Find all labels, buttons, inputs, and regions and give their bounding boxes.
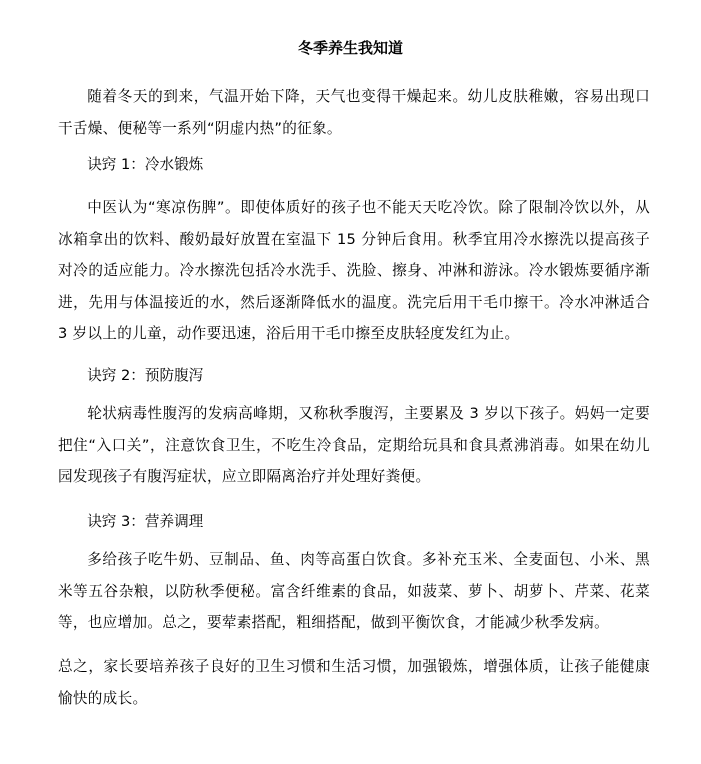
section-2-heading: 诀窍 2：预防腹泻 xyxy=(87,367,204,384)
section-1-heading: 诀窍 1：冷水锻炼 xyxy=(87,156,204,173)
section-1-body: 中医认为“寒凉伤脾”。即使体质好的孩子也不能天天吃冷饮。除了限制冷饮以外，从冰箱拿出的饮料、酸奶最好放置在室温下 15 分钟后食用。秋季宜用冷水擦洗以提高孩子对冷的适应能力。冷水擦洗包括冷水洗手、洗脸、擦身、冲淋和游泳。冷水锻炼要循序渐进，先用与体温接近的水，然后逐渐降低水的温度。洗完后用干毛巾擦干。冷水冲淋适合 3 岁以上的儿童，动作要迅速，浴后用干毛巾擦至皮肤轻度发红为止。 xyxy=(58,199,650,342)
section-2-body: 轮状病毒性腹泻的发病高峰期，又称秋季腹泻，主要累及 3 岁以下孩子。妈妈一定要把住“入口关”，注意饮食卫生，不吃生冷食品，定期给玩具和食具煮沸消毒。如果在幼儿园发现孩子有腹泻症状，应立即隔离治疗并处理好粪便。 xyxy=(58,405,650,485)
conclusion-paragraph: 总之，家长要培养孩子良好的卫生习惯和生活习惯，加强锻炼，增强体质，让孩子能健康愉快的成长。 xyxy=(58,658,650,707)
document-title: 冬季养生我知道 xyxy=(297,39,403,57)
section-3-heading: 诀窍 3：营养调理 xyxy=(87,513,204,530)
section-3-body: 多给孩子吃牛奶、豆制品、鱼、肉等高蛋白饮食。多补充玉米、全麦面包、小米、黑米等五谷杂粮，以防秋季便秘。富含纤维素的食品，如菠菜、萝卜、胡萝卜、芹菜、花菜等，也应增加。总之，要荤素搭配，粗细搭配，做到平衡饮食，才能减少秋季发病。 xyxy=(58,551,650,631)
intro-paragraph: 随着冬天的到来，气温开始下降，天气也变得干燥起来。幼儿皮肤稚嫩，容易出现口干舌燥、便秘等一系列“阴虚内热”的征象。 xyxy=(58,88,650,137)
